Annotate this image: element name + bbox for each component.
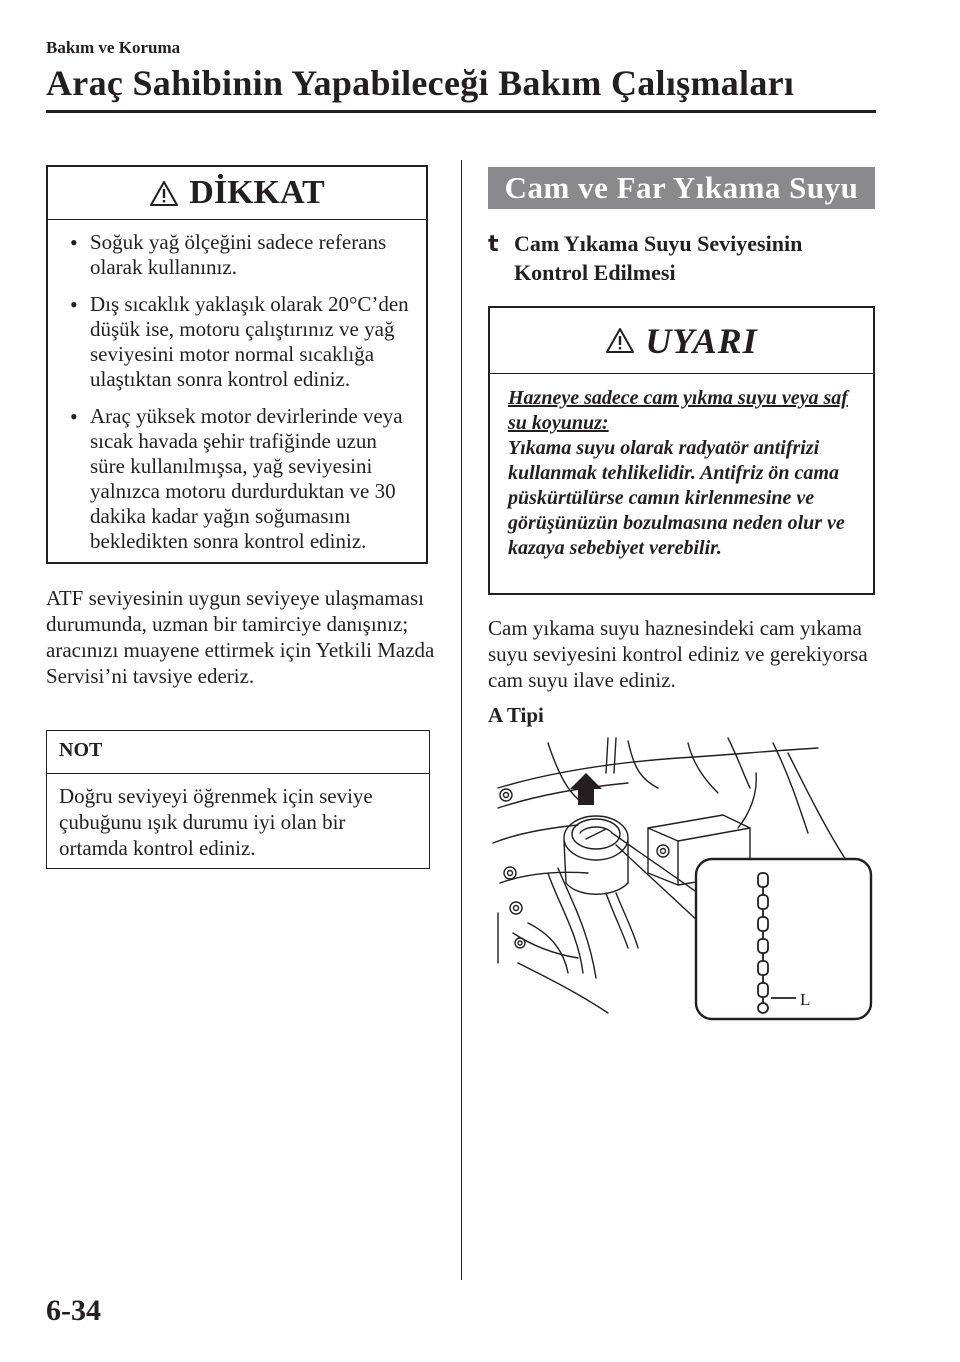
- warning-triangle-icon: [149, 180, 179, 207]
- chapter-title: Araç Sahibinin Yapabileceği Bakım Çalışmaları: [46, 63, 795, 103]
- subheading-marker: t: [488, 232, 499, 257]
- washer-paragraph: Cam yıkama suyu haznesindeki cam yıkama suyu seviyesini kontrol ediniz ve gerekiyorsa cam suyu ilave ediniz.: [488, 616, 868, 692]
- caution-header: [48, 167, 426, 220]
- column-divider: [461, 160, 462, 1280]
- subheading-line1: Cam Yıkama Suyu Seviyesinin: [514, 231, 803, 256]
- caution-item: • Araç yüksek motor devirlerinde veya sıcak havada şehir trafiğinde uzun süre kullanılmışsa, yağ seviyesini yalnızca motoru durdurduktan ve 30 dakika kadar yağın soğumasını bekledikten sonra kontrol ediniz.: [70, 404, 410, 554]
- subheading-line2: Kontrol Edilmesi: [514, 260, 676, 285]
- caution-title: DİKKAT: [189, 174, 325, 211]
- note-text: Doğru seviyeyi öğrenmek için seviye çubuğunu ışık durumu iyi olan bir ortamda kontrol ediniz.: [59, 784, 373, 860]
- atf-paragraph: ATF seviyesinin uygun seviyeye ulaşmaması durumunda, uzman bir tamirciye danışınız; aracınızı muayene ettirmek için Yetkili Mazda Servisi’ni tavsiye ederiz.: [46, 586, 435, 688]
- page-number: 6-34: [46, 1294, 101, 1327]
- washer-reservoir-diagram: [488, 733, 878, 1025]
- warning-title: UYARI: [645, 320, 758, 361]
- caution-list: [48, 220, 426, 554]
- warning-header: [490, 308, 873, 374]
- washer-banner: Cam ve Far Yıkama Suyu: [488, 167, 875, 209]
- header-rule: [46, 110, 876, 113]
- warning-underlined: Hazneye sadece cam yıkma suyu veya saf su koyunuz:: [508, 387, 848, 434]
- type-label: A Tipi: [488, 703, 544, 727]
- caution-box: [46, 165, 428, 564]
- note-box: [46, 730, 430, 869]
- washer-subheading: [488, 230, 878, 287]
- warning-box: [488, 306, 875, 595]
- warning-body: [490, 374, 873, 561]
- note-title: NOT: [47, 731, 429, 774]
- warning-triangle-icon: [605, 327, 635, 354]
- warning-text: Yıkama suyu olarak radyatör antifrizi kullanmak tehlikelidir. Antifriz ön cama püskürtülürse camın kirlenmesine ve görüşünüzün bozulmasına neden olur ve kazaya sebebiyet verebilir.: [508, 437, 845, 559]
- diagram-label-l: L: [800, 990, 811, 1009]
- section-title: Bakım ve Koruma: [46, 38, 181, 57]
- up-arrow-icon: [570, 773, 602, 805]
- caution-item: • Soğuk yağ ölçeğini sadece referans olarak kullanınız.: [70, 230, 410, 280]
- caution-item: • Dış sıcaklık yaklaşık olarak 20°C’den düşük ise, motoru çalıştırınız ve yağ seviyesini motor normal sıcaklığa ulaştıktan sonra kontrol ediniz.: [70, 292, 410, 392]
